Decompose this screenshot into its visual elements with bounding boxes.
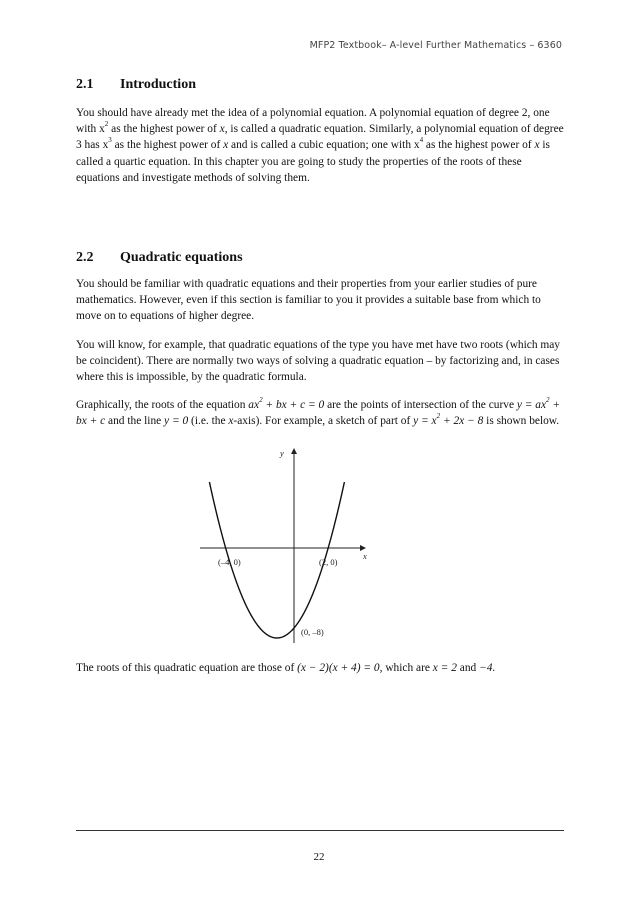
x-axis-label: x [363,551,367,561]
equation: (x − 2)(x + 4) = 0, [297,662,383,674]
math-run: y = ax [516,399,547,412]
superscript: 4 [419,136,424,145]
equation: −4. [479,662,496,674]
section-number: 2.2 [76,250,94,265]
text-run: are the points of intersection of the curve [324,399,517,412]
text-run: Graphically, the roots of the equation [76,399,249,412]
math-run: y = x [413,415,437,428]
math-var: x [534,139,540,152]
text-run: is shown below. [483,415,560,428]
section-introduction [76,77,566,186]
text-run: is called a quartic equation. In this chapter you are going to study the properties of the roots of these equations and investigate methods of solving them. [76,139,550,184]
equation: y = 0 [164,415,189,428]
text-run: as the highest power of [108,123,220,136]
text-run: -axis). For example, a sketch of part of [233,415,414,428]
page-number: 22 [313,851,325,863]
section-number: 2.1 [76,77,94,92]
point-label: (–4, 0) [218,557,241,567]
equation [413,412,484,428]
math-run: ax [248,399,260,412]
math-var: x [223,139,229,152]
equation [248,396,325,412]
text-run: and [456,662,480,674]
superscript: 2 [104,120,109,129]
text-run: as the highest power of [423,139,535,152]
running-header: MFP2 Textbook– A-level Further Mathematics – 6360 [309,40,562,51]
superscript: 2 [259,396,263,405]
text-run: and the line [105,415,165,428]
point-label: (2, 0) [319,557,338,567]
parabola-graph [195,447,385,647]
text-run: which are [382,662,433,674]
roots-statement [76,660,566,676]
text-run: You should have already met the idea of a polynomial equation. A polynomial equation of degree 2, one with x [76,107,550,136]
section-heading [76,250,566,266]
text-run: (i.e. the [188,415,229,428]
section-title: Introduction [120,77,196,92]
y-axis-label: y [280,448,284,458]
superscript: 2 [436,412,441,421]
math-run: + bx + c [76,399,561,428]
paragraph: You should be familiar with quadratic equations and their properties from your earlier studies of pure mathematics. However, even if this section is familiar to you it provides a suitable base from which to move on to equations of higher degree. [76,278,541,323]
text-run: , is called a quadratic equation. Similarly, a polynomial equation of degree 3 has x [76,123,564,152]
section-title: Quadratic equations [120,250,243,265]
superscript: 3 [108,136,112,145]
superscript: 2 [546,396,550,405]
paragraph [76,397,566,429]
math-var: x [228,415,234,428]
math-var: x [219,123,225,136]
text-run: The roots of this quadratic equation are those of [76,662,298,674]
intro-paragraph [76,105,566,186]
math-run: + bx + c = 0 [262,399,325,412]
section-heading [76,77,566,93]
footer-rule [76,830,564,831]
equation: x = 2 [432,662,457,674]
math-run: + 2x − 8 [440,415,484,428]
text-run: and is called a cubic equation; one with x [228,139,420,152]
point-label: (0, –8) [301,627,324,637]
text-run: as the highest power of [111,139,224,152]
paragraph: You will know, for example, that quadratic equations of the type you have met have two roots (which may be coincident). There are normally two ways of solving a quadratic equation – by factorizing and, in cases where this is impossible, by the quadratic formula. [76,338,560,384]
paragraph [76,660,566,676]
section-quadratic-equations [76,250,566,430]
